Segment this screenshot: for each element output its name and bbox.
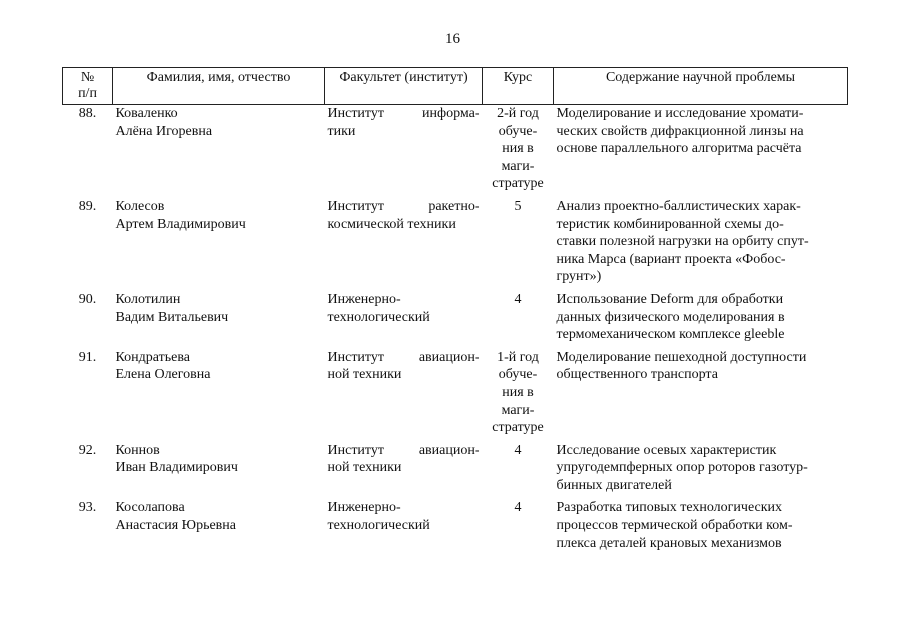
faculty-cell-line: Инженерно- [327, 291, 401, 307]
course-cell [483, 349, 554, 442]
research-topic [554, 499, 848, 557]
faculty-cell [325, 291, 483, 349]
research-topic [554, 442, 848, 500]
table-row [63, 291, 848, 349]
faculty-cell-line: Институт авиацион- [327, 442, 480, 458]
course-cell-line: 5 [514, 198, 522, 214]
header-num-symbol: № [80, 70, 95, 85]
student-name-line: Колотилин [115, 291, 181, 307]
research-topic-line: данных физического моделирования в [556, 309, 785, 325]
research-topic [554, 198, 848, 291]
table-header-row [63, 68, 848, 105]
faculty-cell [325, 198, 483, 291]
research-topic-line: Моделирование пешеходной доступности [556, 349, 807, 365]
research-topic-line: Анализ проектно-баллистических харак- [556, 198, 801, 214]
research-topic [554, 291, 848, 349]
faculty-cell-line: технологический [327, 309, 430, 325]
course-cell-line: 2-й год [497, 106, 539, 121]
row-number: 93. [78, 500, 97, 516]
faculty-cell-line: космической техники [327, 216, 456, 232]
student-name [113, 198, 325, 291]
student-name-line: Анастасия Юрьевна [115, 518, 236, 534]
faculty-cell-line: Институт авиацион- [327, 349, 480, 365]
students-table [62, 67, 848, 557]
research-topic-line: общественного транспорта [556, 367, 718, 383]
row-number: 91. [78, 349, 97, 365]
table-row [63, 499, 848, 557]
course-cell [483, 442, 554, 500]
research-topic [554, 105, 848, 198]
research-topic-line: Исследование осевых характеристик [556, 442, 777, 458]
course-cell [483, 499, 554, 557]
course-cell-line: 4 [514, 500, 522, 516]
faculty-cell-line: Инженерно- [327, 500, 401, 516]
faculty-cell-line: Институт ракетно- [327, 198, 480, 214]
faculty-cell [325, 442, 483, 500]
research-topic-line: ника Марса (вариант проекта «Фобос- [556, 251, 786, 267]
faculty-cell-line: технологический [327, 518, 430, 534]
course-cell-line: ния в [502, 384, 534, 400]
student-name-line: Вадим Витальевич [115, 309, 229, 325]
research-topic-line: бинных двигателей [556, 477, 672, 493]
student-name-line: Коваленко [115, 106, 178, 121]
student-name-line: Колесов [115, 198, 165, 214]
student-name-line: Кондратьева [115, 349, 190, 365]
row-number: 89. [78, 198, 97, 214]
table-body [63, 105, 848, 558]
faculty-cell-line: Институт информа- [327, 106, 480, 121]
course-cell-line: маги- [501, 402, 535, 418]
research-topic-line: процессов термической обработки ком- [556, 518, 793, 534]
student-name-line: Артем Владимирович [115, 216, 246, 232]
course-cell-line: обуче- [498, 123, 538, 139]
faculty-cell [325, 349, 483, 442]
student-name [113, 291, 325, 349]
course-cell [483, 198, 554, 291]
page-number: 16 [445, 31, 460, 47]
header-num [63, 68, 113, 105]
course-cell-line: 4 [514, 291, 522, 307]
course-cell-line: 4 [514, 442, 522, 458]
row-number: 88. [78, 106, 97, 121]
course-cell-line: стратуре [492, 420, 544, 436]
faculty-cell-line: ной техники [327, 367, 402, 383]
research-topic-line: грунт») [556, 269, 602, 285]
student-name [113, 442, 325, 500]
research-topic-line: Разработка типовых технологических [556, 500, 783, 516]
header-num-abbr: п/п [78, 86, 97, 101]
course-cell-line: маги- [501, 158, 535, 174]
table-row [63, 105, 848, 198]
faculty-cell-line: тики [327, 123, 356, 139]
student-name [113, 349, 325, 442]
research-topic-line: Использование Deform для обработки [556, 291, 784, 307]
row-number: 90. [78, 291, 97, 307]
research-topic-line: Моделирование и исследование хромати- [556, 106, 804, 121]
course-cell [483, 291, 554, 349]
student-name [113, 499, 325, 557]
student-name-line: Коннов [115, 442, 160, 458]
table-row [63, 349, 848, 442]
course-cell-line: стратуре [492, 176, 544, 192]
research-topic-line: плекса деталей крановых механизмов [556, 535, 782, 551]
student-name-line: Елена Олеговна [115, 367, 211, 383]
faculty-cell-line: ной техники [327, 460, 402, 476]
student-name-line: Косолапова [115, 500, 185, 516]
research-topic-line: упругодемпферных опор роторов газотур- [556, 460, 808, 476]
student-name-line: Алёна Игоревна [115, 123, 213, 139]
student-name-line: Иван Владимирович [115, 460, 238, 476]
research-topic-line: основе параллельного алгоритма расчёта [556, 141, 802, 157]
header-name: Фамилия, имя, отчество [113, 68, 325, 105]
research-topic-line: ставки полезной нагрузки на орбиту спут- [556, 234, 809, 250]
student-name [113, 105, 325, 198]
course-cell-line: ния в [502, 141, 534, 157]
research-topic [554, 349, 848, 442]
header-topic: Содержание научной проблемы [554, 68, 848, 105]
table-row [63, 198, 848, 291]
course-cell [483, 105, 554, 198]
research-topic-line: теристик комбинированной схемы до- [556, 216, 784, 232]
header-course: Курс [483, 68, 554, 105]
research-topic-line: термомеханическом комплексе gleeble [556, 327, 785, 343]
header-faculty: Факультет (институт) [325, 68, 483, 105]
research-topic-line: ческих свойств дифракционной линзы на [556, 123, 804, 139]
course-cell-line: обуче- [498, 367, 538, 383]
faculty-cell [325, 105, 483, 198]
row-number: 92. [78, 442, 97, 458]
table-row [63, 442, 848, 500]
faculty-cell [325, 499, 483, 557]
course-cell-line: 1-й год [497, 349, 539, 365]
